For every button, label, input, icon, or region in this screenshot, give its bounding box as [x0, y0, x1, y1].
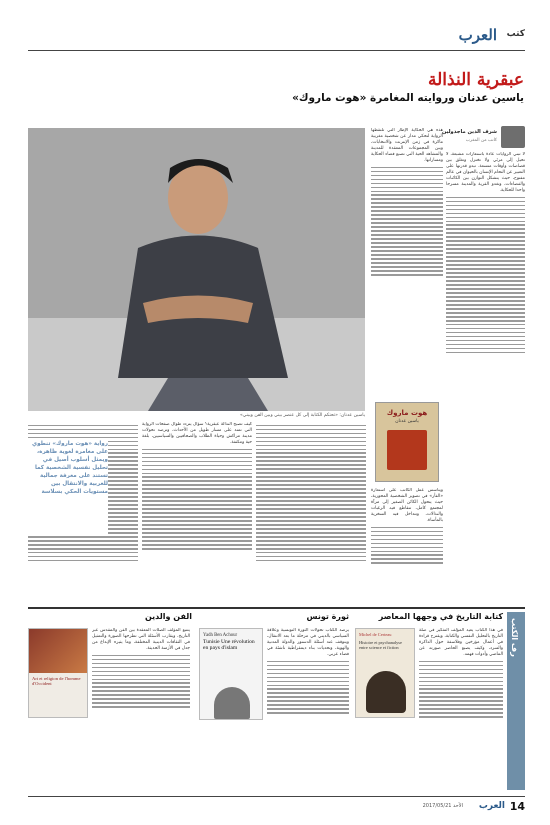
- footer-date: الأحد 2017/05/21: [422, 803, 463, 809]
- article-paragraph: ويتأسس عمل الكاتب على استعارة «الفأر» في تصوير الشخصية المحورية، حيث يتحول الكائن الصغير إلى مرآة لمجتمع كامل، تتقاطع فيه الرغبات والنذالات، وتتداخل فيه السخرية بالمأساة.: [371, 488, 443, 523]
- pull-quote: رواية «هوت ماروك» تنطوي على مغامرة لغوية ظاهرة، ويمثل أسلوب أصيل في تحليل نفسية الشخصية كما تستند على معرفة جمالية للعربية والانتقال بين مستويات الحكي بسلاسة: [28, 440, 108, 535]
- book-review-paragraph: في هذا الكتاب يعيد المؤلف التفكير في صلة التاريخ بالتحليل النفسي والكتابة، ويقترح قراءة في أعمال مؤرخين وفلاسفة حول الذاكرة والسرد، وكيف يصنع الحاضر صورته عن الماضي وأدوات فهمه.: [419, 628, 503, 657]
- masthead-logo: العرب: [458, 26, 497, 44]
- book-review-body: [419, 628, 503, 788]
- article-column-2: [371, 128, 443, 398]
- footer-logo: العرب: [478, 801, 505, 811]
- book-title-text: Art et religion de l'homme d'Occident: [32, 676, 81, 686]
- book-cover-benachour: [199, 628, 263, 720]
- book-review-paragraph: يرصد الكتاب تحولات الثورة التونسية وعلاقة السياسي بالديني في مرحلة ما بعد الانتقال، ويتوقف عند أسئلة الدستور والدولة المدنية والهوية، وتحديات بناء ديمقراطية ناشئة في فضاء عربي.: [267, 628, 349, 657]
- book-cover: [375, 402, 439, 482]
- book-author-text: Michel de Certeau: [359, 632, 392, 637]
- book-review-1: [355, 612, 503, 790]
- book-cover-certeau: [355, 628, 415, 718]
- footer: [28, 800, 525, 816]
- masthead: [400, 26, 525, 46]
- photo-caption: ياسين عدنان: «تحتكم الكتابة إلى كل عنصر بيني وبين الفن وبيني»: [239, 413, 365, 418]
- book-review-3: [28, 612, 192, 790]
- author-role: كاتب من المغرب: [465, 138, 497, 143]
- book-cover-art: [28, 628, 88, 718]
- book-review-paragraph: يتتبع المؤلف الصلات المعقدة بين الفن والمقدس عبر التاريخ، ويقارب الأسئلة التي تطرحها الصورة والتمثيل في الثقافات الدينية المختلفة، وما يثيره الإبداع من جدل في الأزمنة الحديثة.: [92, 628, 190, 651]
- book-title-text: Histoire et psychanalyse entre science et fiction: [359, 640, 402, 650]
- section-divider: [28, 607, 525, 609]
- article-column-4: [142, 422, 252, 602]
- books-shelf-label: رف الكتب: [510, 618, 519, 657]
- article-paragraph: كيف تصبح النذالة عبقرية؟ سؤال يتردد طوال صفحات الرواية التي تمتد على مسار طويل من الأحداث، وترصد تحولات مدينة مراكش وحياة الطلاب والصحافيين والسياسيين، بلغة حية ومكثفة.: [142, 422, 252, 445]
- book-review-body: [267, 628, 349, 788]
- author-photo: [28, 128, 365, 411]
- masthead-rule: [28, 50, 525, 51]
- article-paragraph: لا تبني الروايات عادة باستعارات مشبعة، لا تحيل إلى مرئي ولا تختزل وتغلق بين قصاصات وأوقات متسعة. تبدو قدرتها على التعبير عن التحام الإنسان بالحيوان في عالم مفتوح، حيث يتشكل التوازن بين الكائنات والفضاءات، وتغدو القرية والمدينة مسرحا واحدا للحكاية.: [446, 152, 525, 193]
- author-name: شرف الدين ماجدولين: [441, 129, 497, 135]
- author-box: [440, 126, 525, 148]
- page-number: 14: [509, 800, 525, 813]
- article-paragraph: هذه هي الحكاية الإطار التي تلتقطها الرواية لتحكي مدار عن شخصية مغربية ماكرة في زمن الإنترنت والانتخابات، وبين المجموعات المعقدة للمدينة والمشاهد الحية التي تصنع فضاء الحكاية ومساراتها.: [371, 128, 443, 163]
- book-review-title: ثورة تونس: [306, 612, 349, 621]
- article-column-2b: [371, 488, 443, 600]
- subheadline: ياسين عدنان وروايته المغامرة «هوت ماروك»: [292, 92, 524, 104]
- section-label: كتب: [506, 29, 525, 39]
- author-avatar: [501, 126, 525, 148]
- books-shelf-sidebar: [507, 612, 525, 790]
- article-column-5: [256, 422, 366, 602]
- footer-rule: [28, 796, 525, 797]
- book-review-2: [199, 612, 349, 790]
- book-review-title: كتابة التاريخ في وجهها المعاصر: [378, 612, 503, 621]
- book-review-title: الفن والدين: [144, 612, 192, 621]
- books-shelf-section: [28, 612, 525, 790]
- book-title-text: Tunisie Une révolution en pays d'islam: [203, 639, 255, 652]
- book-cover-title: هوت ماروك: [386, 409, 428, 417]
- book-review-body: [92, 628, 190, 788]
- article-column-1: [446, 152, 525, 602]
- book-cover-author: ياسين عدنان: [395, 419, 419, 424]
- headline: عبقرية النذالة: [428, 70, 524, 90]
- book-author-text: Yadh Ben Achour: [203, 633, 238, 638]
